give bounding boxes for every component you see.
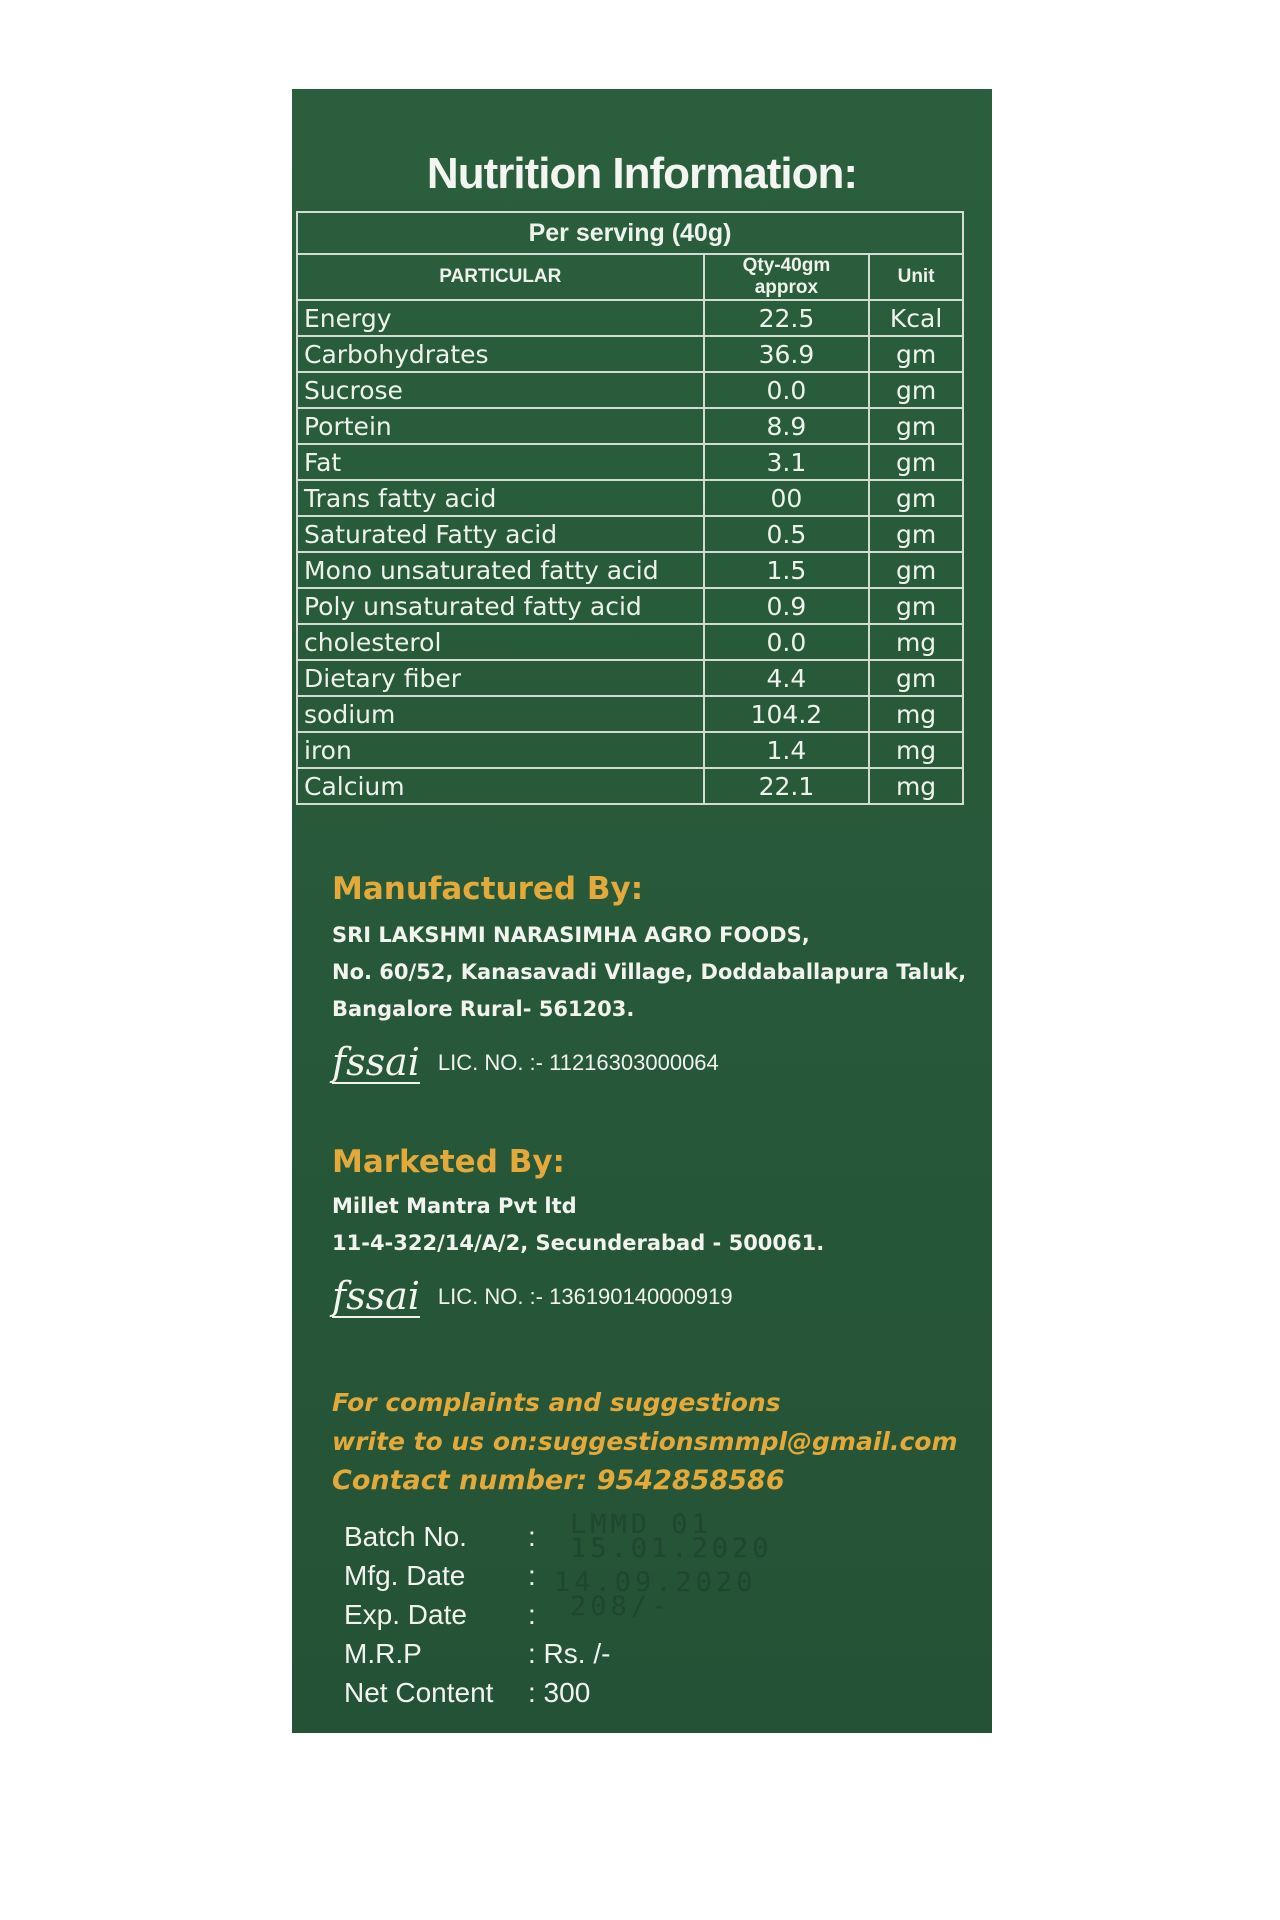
- net-label: Net Content: [344, 1677, 494, 1708]
- table-header-row: [297, 254, 963, 300]
- fssai-logo: fssai: [332, 1040, 420, 1084]
- header-particular: PARTICULAR: [297, 254, 704, 300]
- manufacturer-name: SRI LAKSHMI NARASIMHA AGRO FOODS,: [332, 923, 810, 947]
- nutrient-name: iron: [297, 732, 704, 768]
- nutrient-unit: mg: [869, 732, 963, 768]
- mfg-separator: :: [528, 1560, 536, 1591]
- nutrient-unit: gm: [869, 408, 963, 444]
- nutrient-name: Portein: [297, 408, 704, 444]
- nutrient-name: Trans fatty acid: [297, 480, 704, 516]
- nutrient-name: Saturated Fatty acid: [297, 516, 704, 552]
- nutrient-value: 1.4: [704, 732, 869, 768]
- net-row: [344, 1673, 610, 1712]
- nutrient-value: 0.0: [704, 624, 869, 660]
- marketer-license: [332, 1276, 824, 1318]
- nutrient-name: Mono unsaturated fatty acid: [297, 552, 704, 588]
- table-row: [297, 516, 963, 552]
- nutrient-unit: gm: [869, 480, 963, 516]
- nutrient-value: 0.0: [704, 372, 869, 408]
- nutrition-rows: [297, 300, 963, 804]
- nutrient-value: 3.1: [704, 444, 869, 480]
- fssai-logo: fssai: [332, 1274, 420, 1318]
- nutrient-unit: gm: [869, 336, 963, 372]
- nutrient-name: Energy: [297, 300, 704, 336]
- mfg-label: Mfg. Date: [344, 1560, 466, 1591]
- table-row: [297, 444, 963, 480]
- nutrient-value: 4.4: [704, 660, 869, 696]
- manufacturer-license-number: LIC. NO. :- 11216303000064: [437, 1050, 719, 1075]
- stamp-date-2: 14.09.2020: [554, 1567, 757, 1598]
- manufacturer-address-2: Bangalore Rural- 561203.: [332, 997, 635, 1021]
- nutrient-value: 22.1: [704, 768, 869, 804]
- nutrient-unit: mg: [869, 696, 963, 732]
- nutrient-name: Sucrose: [297, 372, 704, 408]
- nutrient-unit: mg: [869, 624, 963, 660]
- nutrition-title: Nutrition Information:: [426, 149, 858, 198]
- stamp-batch: LMMD 01: [570, 1509, 712, 1540]
- nutrient-name: Carbohydrates: [297, 336, 704, 372]
- exp-label: Exp. Date: [344, 1599, 467, 1630]
- nutrient-unit: gm: [869, 516, 963, 552]
- table-row: [297, 552, 963, 588]
- batch-label: Batch No.: [344, 1521, 467, 1552]
- table-row: [297, 480, 963, 516]
- complaints-email: write to us on:suggestionsmmpl@gmail.com: [332, 1427, 958, 1456]
- header-qty: Qty-40gm approx: [704, 254, 869, 300]
- nutrient-unit: gm: [869, 660, 963, 696]
- marketer-license-number: LIC. NO. :- 136190140000919: [437, 1284, 733, 1309]
- table-row: [297, 300, 963, 336]
- nutrient-value: 36.9: [704, 336, 869, 372]
- nutrient-value: 0.5: [704, 516, 869, 552]
- table-row: [297, 696, 963, 732]
- label-panel: [292, 89, 992, 1733]
- table-row: [297, 768, 963, 804]
- per-serving-label: Per serving (40g): [297, 212, 963, 254]
- header-unit: Unit: [869, 254, 963, 300]
- table-row: [297, 336, 963, 372]
- nutrient-unit: gm: [869, 372, 963, 408]
- stamp-date-1: 15.01.2020: [570, 1533, 773, 1564]
- marketer-heading: Marketed By:: [332, 1144, 565, 1180]
- table-row: [297, 732, 963, 768]
- stamp-price: 208/-: [570, 1591, 672, 1622]
- contact-number: Contact number: 9542858586: [332, 1465, 785, 1496]
- marketer-section: [332, 1144, 824, 1318]
- table-row: [297, 660, 963, 696]
- nutrient-value: 22.5: [704, 300, 869, 336]
- mrp-label: M.R.P: [344, 1638, 422, 1669]
- exp-separator: :: [528, 1599, 536, 1630]
- nutrient-name: cholesterol: [297, 624, 704, 660]
- mrp-value: : Rs. /-: [528, 1638, 611, 1669]
- nutrition-table: [296, 211, 964, 805]
- table-row: [297, 588, 963, 624]
- complaints-line-1: For complaints and suggestions: [332, 1388, 781, 1417]
- table-row: [297, 408, 963, 444]
- table-row: [297, 624, 963, 660]
- nutrient-unit: gm: [869, 552, 963, 588]
- nutrient-value: 8.9: [704, 408, 869, 444]
- nutrient-name: sodium: [297, 696, 704, 732]
- nutrient-value: 00: [704, 480, 869, 516]
- manufacturer-heading: Manufactured By:: [332, 871, 644, 907]
- complaints-section: [332, 1383, 958, 1500]
- nutrient-name: Calcium: [297, 768, 704, 804]
- marketer-address: 11-4-322/14/A/2, Secunderabad - 500061.: [332, 1231, 825, 1255]
- nutrient-unit: mg: [869, 768, 963, 804]
- nutrient-name: Fat: [297, 444, 704, 480]
- per-serving-row: [297, 212, 963, 254]
- nutrient-value: 104.2: [704, 696, 869, 732]
- marketer-name: Millet Mantra Pvt ltd: [332, 1194, 577, 1218]
- nutrient-unit: Kcal: [869, 300, 963, 336]
- table-row: [297, 372, 963, 408]
- nutrient-name: Dietary fiber: [297, 660, 704, 696]
- mrp-row: [344, 1634, 610, 1673]
- nutrient-unit: gm: [869, 444, 963, 480]
- batch-separator: :: [528, 1521, 536, 1552]
- nutrient-unit: gm: [869, 588, 963, 624]
- net-value: : 300: [528, 1677, 591, 1708]
- manufacturer-address-1: No. 60/52, Kanasavadi Village, Doddaballapura Taluk,: [332, 960, 967, 984]
- nutrient-value: 0.9: [704, 588, 869, 624]
- manufacturer-license: [332, 1042, 966, 1084]
- manufacturer-section: [332, 871, 966, 1084]
- nutrient-value: 1.5: [704, 552, 869, 588]
- nutrient-name: Poly unsaturated fatty acid: [297, 588, 704, 624]
